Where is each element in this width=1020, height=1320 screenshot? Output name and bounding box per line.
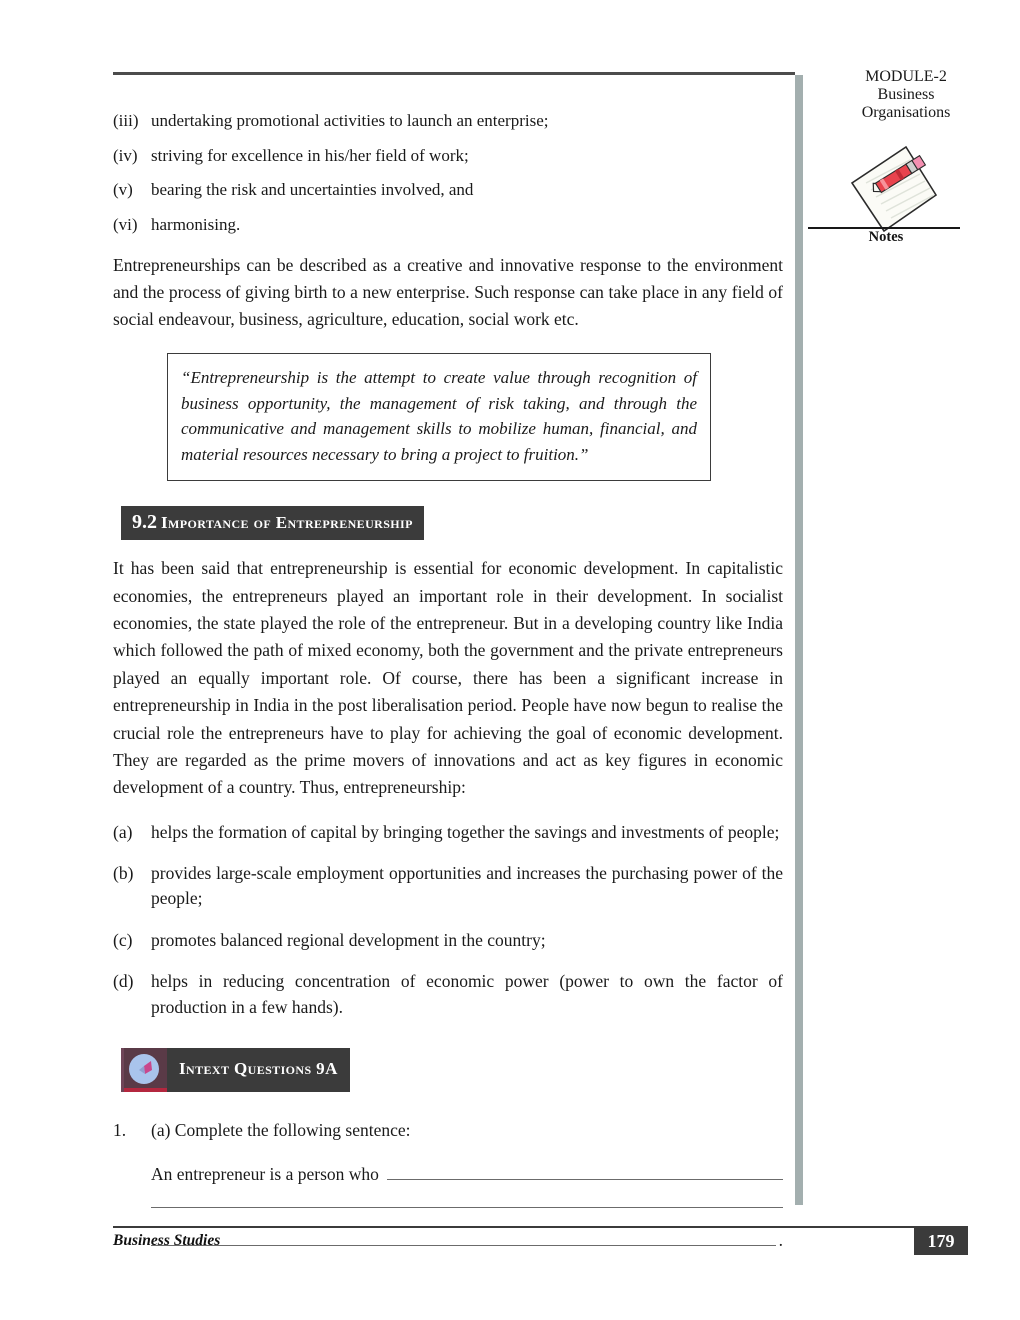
list-marker: (v) <box>113 180 133 200</box>
body-paragraph: It has been said that entrepreneurship is essential for economic development. In capitalistic economies, the entrepreneurs played an important role in their development. In socialist economies, the state played the role of the entrepreneur. But in a developing country like India which followed the path of mixed economy, both the government and the private entrepreneurs played an equally important role. Of course, there has been a significant increase in entrepreneurship in India in the post liberalisation period. People have now begun to realise the crucial role the entrepreneurs have to play for achieving the goal of economic development. They are regarded as the prime movers of innovations and act as key figures in economic development of a country. Thus, entrepreneurship: <box>113 558 783 798</box>
list-item <box>113 214 783 236</box>
page-number-badge: 179 <box>914 1228 968 1255</box>
quotation-box <box>167 353 711 481</box>
list-item <box>113 820 783 845</box>
footer-rule <box>113 1226 968 1228</box>
quotation-text: “Entrepreneurship is the attempt to create value through recognition of business opportunity, the management of risk taking, and through the communicative and management skills to mobilize human, financial, and material resources necessary to bring a project to fruition.” <box>181 368 697 464</box>
section-number: 9.2 <box>132 511 157 534</box>
list-item <box>113 110 783 132</box>
alpha-list <box>113 820 783 1020</box>
section-title: Importance of Entrepreneurship <box>161 513 413 533</box>
list-item <box>113 861 783 912</box>
module-number: MODULE-2 <box>865 68 947 85</box>
list-text: bearing the risk and uncertainties involved, and <box>151 180 474 200</box>
answer-blank-line-3[interactable] <box>151 1245 776 1246</box>
list-marker: (b) <box>113 863 134 883</box>
answer-stem-row <box>151 1164 783 1185</box>
list-marker: (iv) <box>113 145 138 165</box>
list-text: harmonising. <box>151 214 241 234</box>
list-item <box>113 928 783 953</box>
answer-blank-row-2 <box>151 1207 783 1208</box>
intext-questions-banner: Intext Questions 9A <box>167 1048 350 1092</box>
question-number: 1. <box>113 1119 127 1140</box>
list-item <box>113 179 783 201</box>
list-text: provides large-scale employment opportunities and increases the purchasing power of the people; <box>151 863 783 909</box>
section-heading-banner <box>121 506 424 540</box>
globe-questions-icon <box>121 1048 167 1092</box>
list-marker: (iii) <box>113 111 139 130</box>
list-marker: (c) <box>113 929 133 950</box>
answer-blank-row-3 <box>151 1230 783 1251</box>
module-sidebar <box>806 68 1006 122</box>
list-text: undertaking promotional activities to launch an enterprise; <box>151 111 549 130</box>
notes-label: Notes <box>868 229 904 245</box>
list-text: helps the formation of capital by bringing together the savings and investments of people; <box>151 821 780 842</box>
question-label: (a) Complete the following sentence: <box>151 1119 411 1140</box>
answer-blank-line-1[interactable] <box>387 1179 783 1180</box>
notepad-pencil-icon <box>844 143 944 235</box>
answer-blank-line-2[interactable] <box>151 1207 783 1208</box>
main-content <box>113 110 783 1251</box>
roman-numeral-list <box>113 110 783 236</box>
list-text: striving for excellence in his/her field of work; <box>151 145 469 165</box>
list-marker: (vi) <box>113 214 138 234</box>
answer-stem-text: An entrepreneur is a person who <box>151 1164 379 1185</box>
header-rule <box>113 72 795 75</box>
list-marker: (d) <box>113 971 134 992</box>
answer-end-punctuation: . <box>778 1230 783 1251</box>
list-text: promotes balanced regional development in the country; <box>151 929 546 950</box>
intro-paragraph: Entrepreneurships can be described as a creative and innovative response to the environment and the process of giving birth to a new enterprise. Such response can take place in any field of social endeavour, business, agriculture, education, social work etc. <box>113 254 783 330</box>
list-text: helps in reducing concentration of economic power (power to own the factor of production in a few hands). <box>151 971 783 1017</box>
question-line <box>113 1118 783 1143</box>
list-item <box>113 145 783 167</box>
footer-book-title: Business Studies <box>113 1232 221 1249</box>
list-item <box>113 969 783 1020</box>
sidebar-vertical-divider <box>795 75 803 1205</box>
module-name-line2: Organisations <box>861 104 951 121</box>
intext-questions-heading <box>121 1048 783 1092</box>
module-name-line1: Business <box>877 86 935 103</box>
list-marker: (a) <box>113 821 133 842</box>
